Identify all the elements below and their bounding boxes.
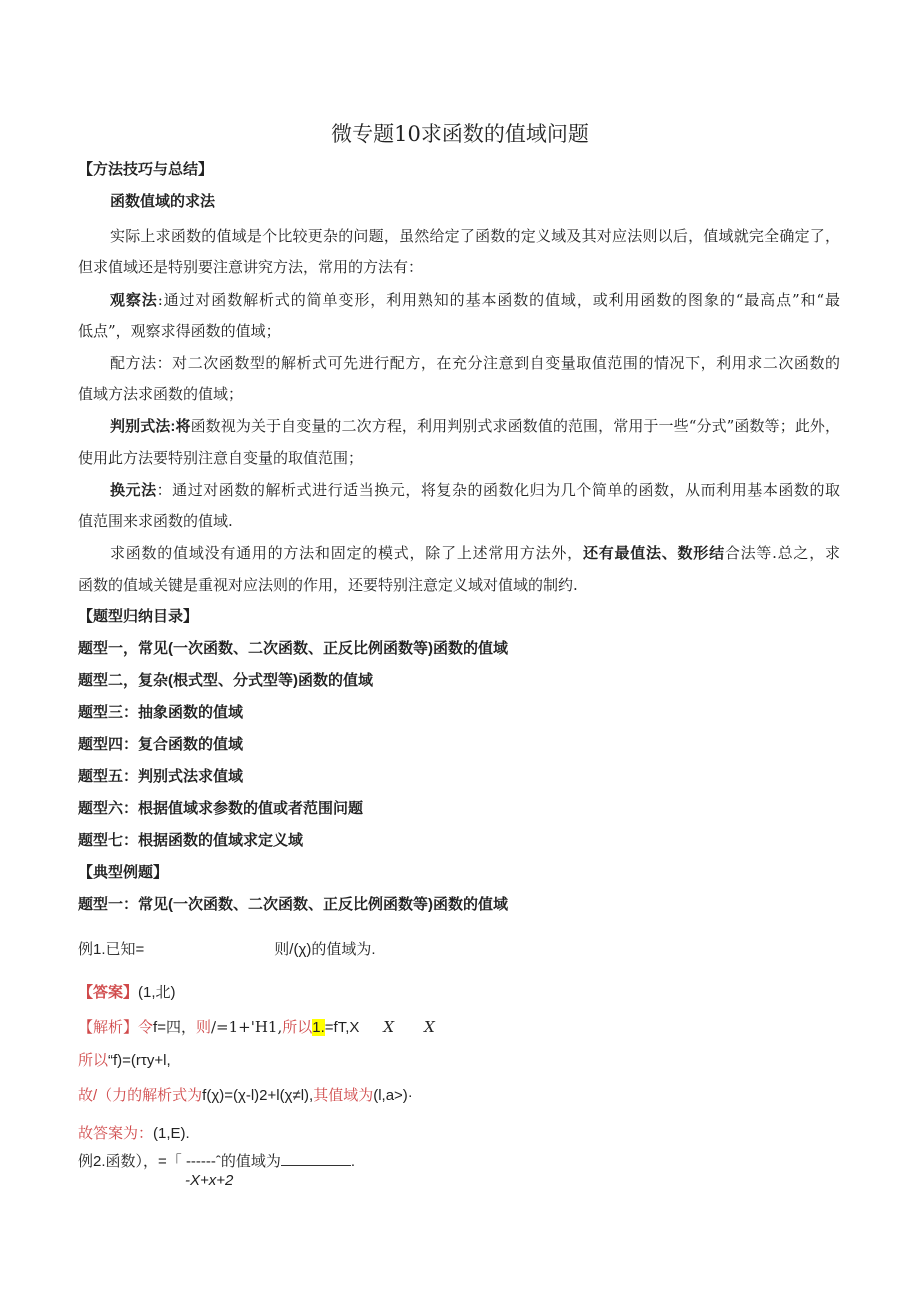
- keyword: 还有最值法、数形结: [582, 545, 725, 562]
- text: 例1.已知=: [78, 941, 145, 958]
- text: 求函数的值域没有通用的方法和固定的模式，除了上述常用方法外，: [110, 544, 583, 562]
- text: 合法等.总之，求: [724, 544, 840, 562]
- text: X: [424, 1018, 435, 1036]
- text: (l,a>)·: [373, 1087, 413, 1104]
- type-heading: 题型一：常见(一次函数、二次函数、正反比例函数等)函数的值域: [78, 896, 508, 913]
- method-text: :通过对函数解析式的简单变形，利用熟知的基本函数的值域，或利用函数的图象的“最高点”和“最: [157, 291, 840, 309]
- paragraph-line: 函数的值域关键是重视对应法则的作用，还要特别注意定义域对值域的制约.: [78, 576, 578, 594]
- text: f=四，: [153, 1019, 196, 1036]
- paragraph-line: [110, 543, 840, 564]
- text: 则/(χ)的值域为.: [274, 941, 376, 958]
- toc-item: 题型七：根据函数的值域求定义域: [78, 832, 304, 849]
- method-keyword: 换元法: [110, 482, 157, 499]
- solution-label: 【解析】: [78, 1019, 139, 1036]
- toc-item: 题型一，常见(一次函数、二次函数、正反比例函数等)函数的值域: [78, 640, 508, 657]
- text: 则: [195, 1019, 211, 1036]
- text: 例2.函数），=「 ------ˆ的值域为: [78, 1153, 281, 1170]
- toc-item: 题型二，复杂(根式型、分式型等)函数的值域: [78, 672, 373, 689]
- method-discriminant: [110, 416, 840, 437]
- text: (1,E).: [153, 1125, 190, 1142]
- example-1-prompt: [78, 940, 375, 960]
- method-keyword: 判别式法:将: [110, 418, 191, 435]
- paragraph-line: 但求值域还是特别要注意讲究方法，常用的方法有：: [78, 258, 424, 276]
- paragraph-line: 值域方法求函数的值域；: [78, 385, 244, 403]
- section-heading-methods: 【方法技巧与总结】: [78, 161, 214, 178]
- toc-item: 题型五：判别式法求值域: [78, 768, 244, 785]
- paragraph-line: 值范围来求函数的值域.: [78, 512, 233, 530]
- text: f(χ)=(χ-l)2+l(χ≠l),: [202, 1087, 314, 1104]
- text: =fT,X: [324, 1019, 360, 1036]
- paragraph-line: 实际上求函数的值域是个比较更杂的问题，虽然给定了函数的定义域及其对应法则以后，值域就完全确定了，: [110, 227, 840, 245]
- paragraph-line: 低点”，观察求得函数的值域；: [78, 322, 281, 340]
- answer-line: [78, 983, 176, 1003]
- highlight: 1.: [312, 1019, 325, 1036]
- text: X: [383, 1018, 395, 1036]
- text: 所以: [78, 1052, 109, 1069]
- text: 其值域为: [313, 1087, 374, 1104]
- section-heading-toc: 【题型归纳目录】: [78, 608, 199, 625]
- solution-line: [78, 1051, 171, 1071]
- toc-item: 题型四：复合函数的值域: [78, 736, 244, 753]
- method-text: 函数视为关于自变量的二次方程，利用判别式求函数值的范围，常用于一些“分式”函数等；此外，: [190, 417, 841, 435]
- text: 故/（力的解析式为: [78, 1087, 203, 1104]
- solution-line: [78, 1017, 435, 1038]
- subheading: 函数值域的求法: [110, 193, 216, 210]
- answer-blank: [281, 1151, 351, 1166]
- page-title: 微专题10求函数的值域问题: [331, 122, 589, 146]
- final-answer-line: [78, 1124, 190, 1144]
- method-substitution: [110, 480, 840, 501]
- text: .: [350, 1153, 356, 1170]
- toc-item: 题型三：抽象函数的值域: [78, 704, 244, 721]
- method-observe: [110, 290, 840, 311]
- paragraph-line: 使用此方法要特别注意自变量的取值范围；: [78, 449, 364, 467]
- example-2-prompt: [78, 1151, 355, 1172]
- solution-line: [78, 1086, 413, 1106]
- method-text: ：通过对函数的解析式进行适当换元，将复杂的函数化归为几个简单的函数，从而利用基本函数的取: [156, 481, 840, 499]
- text: 所以: [282, 1019, 313, 1036]
- text: 令: [138, 1019, 154, 1036]
- text: ∕=1+'H1,: [210, 1018, 283, 1036]
- answer-value: (1,北): [138, 984, 176, 1001]
- fraction-denominator: -X+x+2: [185, 1172, 234, 1189]
- text: 故答案为：: [78, 1125, 154, 1142]
- text: “f)=(rτy+l,: [108, 1052, 171, 1069]
- toc-item: 题型六：根据值域求参数的值或者范围问题: [78, 800, 364, 817]
- method-keyword: 观察法: [110, 292, 158, 309]
- section-heading-examples: 【典型例题】: [78, 864, 169, 881]
- method-complete-square: 配方法：对二次函数型的解析式可先进行配方，在充分注意到自变量取值范围的情况下，利用求二次函数的: [110, 354, 840, 372]
- answer-label: 【答案】: [78, 984, 139, 1001]
